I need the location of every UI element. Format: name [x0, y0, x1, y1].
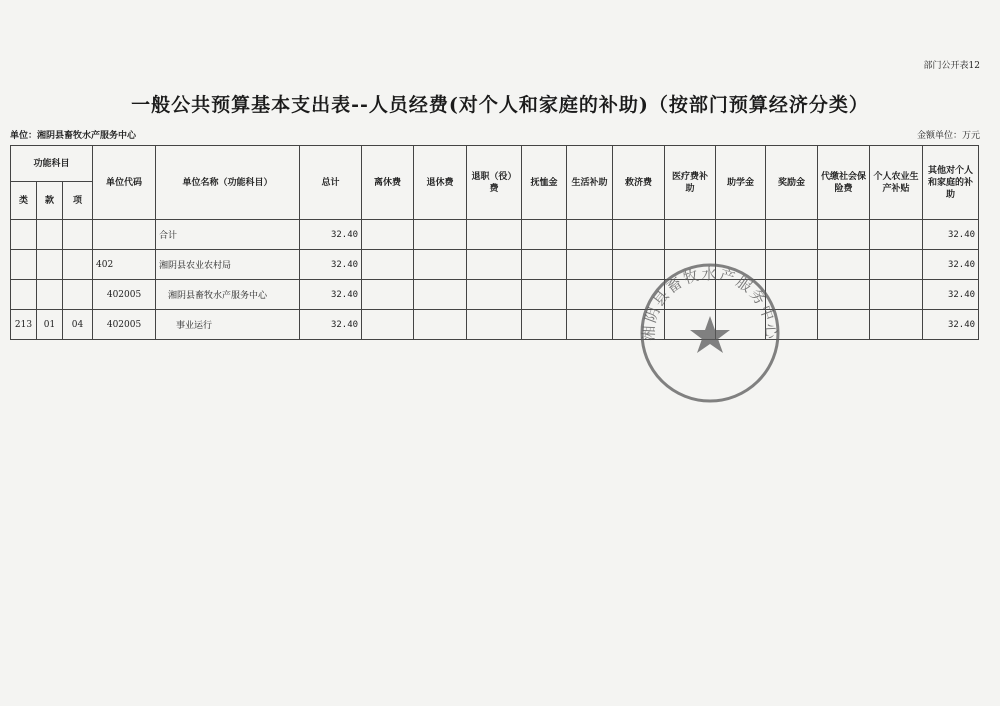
cell-total: 32.40	[300, 250, 362, 280]
cell-kuan	[37, 250, 63, 280]
header-tuizhi: 退职（役）费	[467, 146, 522, 220]
table-row	[11, 250, 979, 280]
unit-label: 单位：湘阴县畜牧水产服务中心	[10, 131, 137, 141]
cell-name: 事业运行	[156, 310, 300, 340]
header-unit-name: 单位名称（功能科目）	[156, 146, 300, 220]
table-row	[11, 280, 979, 310]
form-number: 部门公开表12	[923, 61, 980, 71]
cell-other: 32.40	[923, 310, 979, 340]
budget-table	[10, 145, 979, 340]
header-tuixiu: 退休费	[414, 146, 467, 220]
header-yiliao: 医疗费补助	[665, 146, 716, 220]
cell-other: 32.40	[923, 250, 979, 280]
header-fuxu: 抚恤金	[522, 146, 567, 220]
header-lei: 类	[11, 182, 37, 220]
cell-lei	[11, 280, 37, 310]
cell-kuan	[37, 220, 63, 250]
cell-name: 湘阴县农业农村局	[156, 250, 300, 280]
header-func-subject: 功能科目	[11, 146, 93, 182]
header-xiang: 项	[63, 182, 93, 220]
cell-code: 402	[93, 250, 156, 280]
amount-unit: 金额单位：万元	[916, 131, 980, 141]
header-kuan: 款	[37, 182, 63, 220]
cell-xiang: 04	[63, 310, 93, 340]
cell-kuan	[37, 280, 63, 310]
cell-xiang	[63, 220, 93, 250]
header-total: 总计	[300, 146, 362, 220]
table-row	[11, 310, 979, 340]
header-jiangli: 奖励金	[766, 146, 818, 220]
cell-other: 32.40	[923, 220, 979, 250]
header-qita: 其他对个人和家庭的补助	[923, 146, 979, 220]
cell-name: 合计	[156, 220, 300, 250]
header-nongye: 个人农业生产补贴	[870, 146, 923, 220]
cell-lei: 213	[11, 310, 37, 340]
official-seal	[635, 258, 785, 408]
cell-code	[93, 220, 156, 250]
cell-xiang	[63, 250, 93, 280]
cell-xiang	[63, 280, 93, 310]
cell-kuan: 01	[37, 310, 63, 340]
cell-lei	[11, 250, 37, 280]
cell-total: 32.40	[300, 280, 362, 310]
cell-total: 32.40	[300, 310, 362, 340]
header-lixiu: 离休费	[362, 146, 414, 220]
header-daijiao: 代缴社会保险费	[818, 146, 870, 220]
cell-code: 402005	[93, 280, 156, 310]
cell-total: 32.40	[300, 220, 362, 250]
header-zhuxue: 助学金	[716, 146, 766, 220]
seal-text: 湘阴县畜牧水产服务中心	[639, 264, 781, 342]
cell-name: 湘阴县畜牧水产服务中心	[156, 280, 300, 310]
cell-code: 402005	[93, 310, 156, 340]
header-jiuji: 救济费	[613, 146, 665, 220]
cell-lei	[11, 220, 37, 250]
header-unit-code: 单位代码	[93, 146, 156, 220]
unit-row	[10, 128, 980, 141]
cell-other: 32.40	[923, 280, 979, 310]
star-icon	[690, 316, 730, 353]
header-shenghuo: 生活补助	[567, 146, 613, 220]
page-title: 一般公共预算基本支出表--人员经费(对个人和家庭的补助)（按部门预算经济分类）	[131, 94, 869, 116]
table-row	[11, 220, 979, 250]
